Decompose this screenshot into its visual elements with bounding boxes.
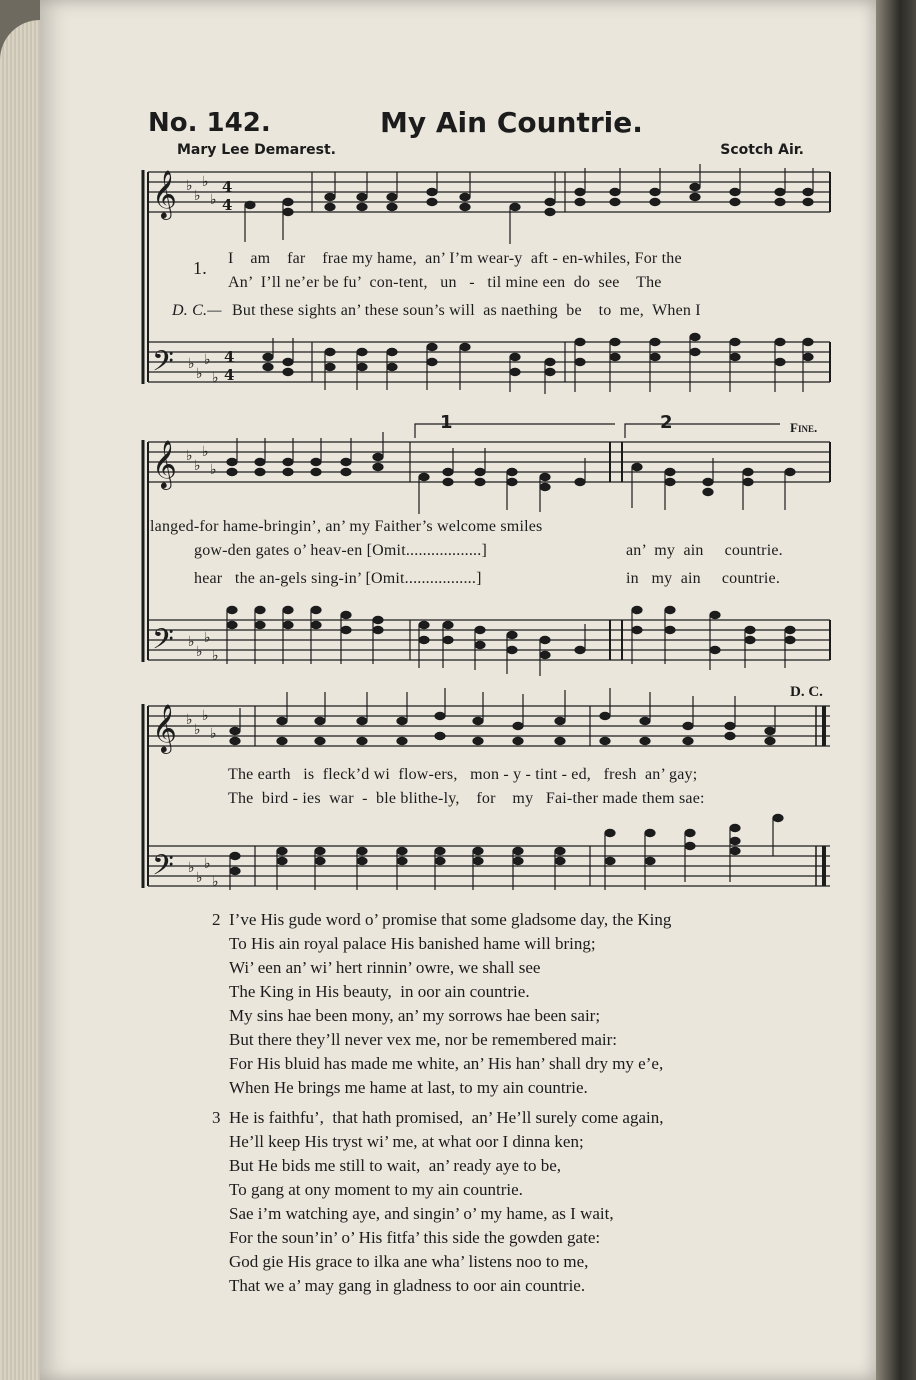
lyric-row2-line-b-end: an’ my ain countrie. [626, 542, 783, 559]
verse-2-line-7: For His bluid has made me white, an’ His han’ shall dry my e’e, [229, 1054, 664, 1073]
svg-text:4: 4 [222, 178, 233, 196]
hymn-title: My Ain Countrie. [380, 106, 643, 139]
svg-text:♭: ♭ [210, 462, 217, 478]
svg-text:♭: ♭ [196, 644, 203, 660]
svg-text:♭: ♭ [196, 870, 203, 886]
svg-text:♭: ♭ [204, 352, 211, 368]
svg-text:♭: ♭ [188, 860, 195, 876]
svg-text:♭: ♭ [186, 448, 193, 464]
verse-2-line-4: The King in His beauty, in oor ain countrie. [229, 982, 530, 1001]
verse-2-line-8: When He brings me hame at last, to my ain countrie. [229, 1078, 588, 1097]
svg-text:𝄢: 𝄢 [152, 623, 174, 663]
svg-text:♭: ♭ [202, 708, 209, 724]
verse-2-line-1: I’ve His gude word o’ promise that some gladsome day, the King [229, 910, 672, 929]
svg-text:♭: ♭ [196, 366, 203, 382]
dc-marker: D. C. [790, 684, 823, 700]
svg-text:4: 4 [224, 348, 235, 366]
treble-staff-2 [148, 442, 830, 482]
svg-text:♭: ♭ [210, 192, 217, 208]
hymn-number: No. 142. [148, 108, 271, 138]
treble-notes-2 [227, 432, 795, 514]
verse-2-line-6: But there they’ll never vex me, nor be remembered mair: [229, 1030, 618, 1049]
svg-text:♭: ♭ [186, 178, 193, 194]
lyric-row1-line-a: I am far frae my hame, an’ I’m wear-y aft - en-whiles, For the [228, 250, 682, 267]
svg-text:♭: ♭ [212, 370, 219, 386]
bass-staff-1 [148, 342, 830, 382]
verse-3-line-6: For the soun’in’ o’ His fitfa’ this side the gowden gate: [229, 1228, 601, 1247]
verse-3-line-3: But He bids me still to wait, an’ ready aye to be, [229, 1156, 562, 1175]
verse-3-number: 3 [212, 1108, 221, 1127]
svg-text:♭: ♭ [202, 174, 209, 190]
svg-text:4: 4 [224, 366, 235, 384]
fine-label: Fine. [790, 420, 818, 435]
svg-text:♭: ♭ [204, 630, 211, 646]
ending-2-label: 2 [660, 412, 673, 433]
verse-2-line-2: To His ain royal palace His banished hame will bring; [229, 934, 596, 953]
lyric-row2-line-b: gow-den gates o’ heav-en [Omit..................] [194, 542, 487, 559]
lyric-row3-line-a: The earth is fleck’d wi flow-ers, mon - y - tint - ed, fresh an’ gay; [228, 766, 698, 783]
verse-3-line-8: That we a’ may gang in gladness to oor ain countrie. [229, 1276, 586, 1295]
svg-text:♭: ♭ [194, 722, 201, 738]
svg-text:𝄢: 𝄢 [152, 849, 174, 889]
svg-text:♭: ♭ [194, 458, 201, 474]
svg-text:♭: ♭ [194, 188, 201, 204]
svg-text:𝄞: 𝄞 [152, 169, 177, 218]
svg-text:𝄢: 𝄢 [152, 345, 174, 385]
verse-3-line-5: Sae i’m watching aye, and singin’ o’ my hame, as I wait, [229, 1204, 614, 1223]
verse-3-line-2: He’ll keep His tryst wi’ me, at what oor I dinna ken; [229, 1132, 584, 1151]
bass-notes-3 [230, 814, 783, 890]
bass-staff-2 [148, 620, 830, 660]
ending-1-label: 1 [440, 412, 453, 433]
dc-label: D. C.— [172, 302, 222, 319]
lyric-row3-line-b: The bird - ies war - ble blithe-ly, for my Fai-ther made them sae: [228, 790, 705, 807]
lyric-row2-line-a: langed-for hame-bringin’, an’ my Faither’s welcome smiles [150, 518, 543, 535]
verse-2-line-5: My sins hae been mony, an’ my sorrows hae been sair; [229, 1006, 601, 1025]
book-spine [876, 0, 916, 1380]
svg-text:♭: ♭ [212, 874, 219, 890]
svg-text:♭: ♭ [202, 444, 209, 460]
svg-text:𝄞: 𝄞 [152, 703, 177, 752]
svg-text:♭: ♭ [188, 634, 195, 650]
verse-2-number: 2 [212, 910, 221, 929]
bass-staff-3 [148, 846, 830, 886]
hymn-author: Mary Lee Demarest. [177, 142, 336, 158]
lyric-row1-line-c: But these sights an’ these soun’s will as naething be to me, When I [232, 302, 701, 319]
verse-1-number: 1. [193, 258, 207, 278]
lyric-row2-line-c-end: in my ain countrie. [626, 570, 781, 587]
svg-text:4: 4 [222, 196, 233, 214]
verse-3-line-7: God gie His grace to ilka ane wha’ listens noo to me, [229, 1252, 589, 1271]
bass-notes-2 [227, 606, 795, 676]
svg-text:♭: ♭ [212, 648, 219, 664]
svg-text:♭: ♭ [186, 712, 193, 728]
hymn-composer: Scotch Air. [720, 142, 804, 158]
lyric-row1-line-b: An’ I’ll ne’er be fu’ con-tent, un - til mine een do see The [228, 274, 662, 291]
svg-text:♭: ♭ [204, 856, 211, 872]
verse-2-line-3: Wi’ een an’ wi’ hert rinnin’ owre, we shall see [229, 958, 541, 977]
svg-text:♭: ♭ [188, 356, 195, 372]
lyric-row2-line-c: hear the an-gels sing-in’ [Omit.................] [194, 570, 482, 587]
verse-3-line-1: He is faithfu’, that hath promised, an’ He’ll surely come again, [229, 1108, 664, 1127]
svg-text:𝄞: 𝄞 [152, 439, 177, 488]
treble-notes-1 [245, 164, 813, 244]
verse-3-line-4: To gang at ony moment to my ain countrie. [229, 1180, 523, 1199]
svg-text:♭: ♭ [210, 726, 217, 742]
